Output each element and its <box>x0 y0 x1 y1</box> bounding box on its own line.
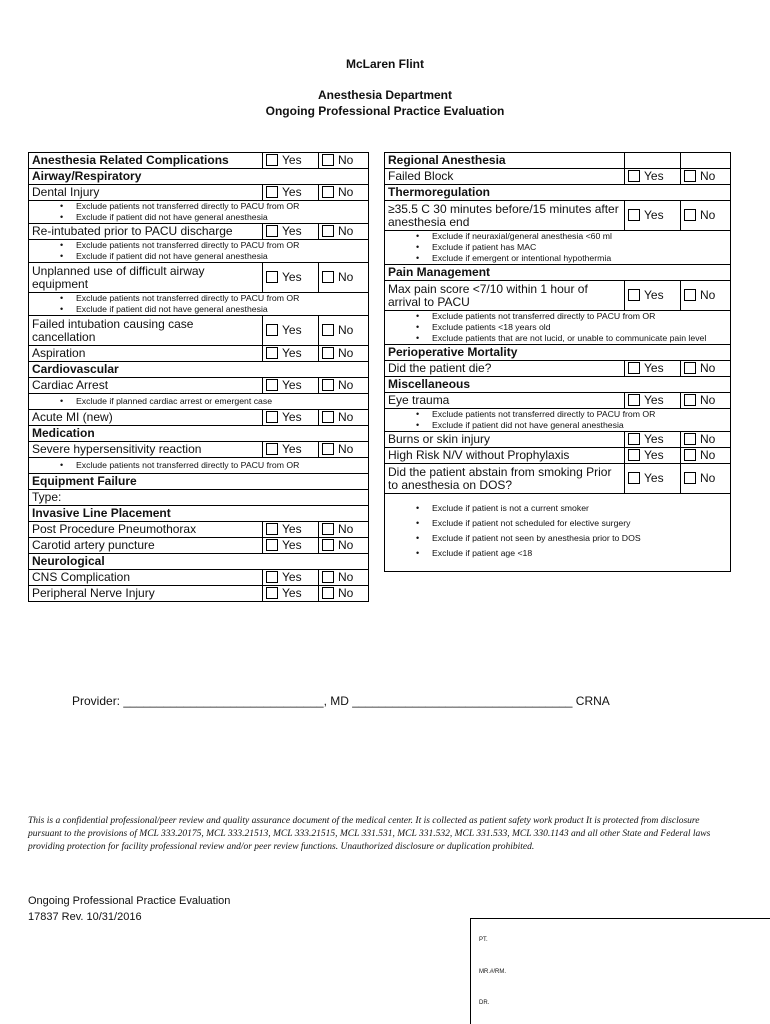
no-checkbox[interactable] <box>322 379 334 391</box>
form-row <box>385 377 731 393</box>
yes-option <box>263 346 319 362</box>
form-row <box>29 263 369 293</box>
yes-option <box>263 316 319 346</box>
form-row <box>29 554 369 570</box>
patient-label-box <box>470 918 770 1024</box>
no-checkbox[interactable] <box>322 443 334 455</box>
complications-table <box>28 152 369 602</box>
no-label: No <box>338 442 354 456</box>
yes-option <box>263 224 319 240</box>
criterion-label: CNS Complication <box>29 570 263 586</box>
no-checkbox[interactable] <box>684 289 696 301</box>
no-label: No <box>700 471 716 485</box>
no-label: No <box>700 169 716 183</box>
no-checkbox[interactable] <box>322 523 334 535</box>
exclusion-notes <box>29 458 369 474</box>
mrn-room-label: MR.#/RM. <box>479 969 506 975</box>
yes-option <box>625 153 681 169</box>
section-heading: Thermoregulation <box>385 185 731 201</box>
criterion-label: Unplanned use of difficult airway equipment <box>29 263 263 293</box>
no-checkbox[interactable] <box>322 587 334 599</box>
form-row <box>29 316 369 346</box>
footer-revision: 17837 Rev. 10/31/2016 <box>28 911 142 923</box>
yes-label: Yes <box>644 471 664 485</box>
criterion-label: Failed Block <box>385 169 625 185</box>
no-option <box>319 442 369 458</box>
no-option <box>681 201 731 231</box>
no-checkbox[interactable] <box>684 170 696 182</box>
form-row <box>29 153 369 169</box>
yes-checkbox[interactable] <box>266 271 278 283</box>
criterion-label: Did the patient die? <box>385 361 625 377</box>
no-label: No <box>338 153 354 167</box>
form-row <box>29 240 369 263</box>
yes-option <box>625 361 681 377</box>
criterion-label: Failed intubation causing case cancellation <box>29 316 263 346</box>
form-row <box>29 224 369 240</box>
section-heading: Neurological <box>29 554 369 570</box>
no-label: No <box>700 208 716 222</box>
exclusion-item: • Exclude patients not transferred directly to PACU from OR <box>416 311 727 322</box>
criterion-label: Anesthesia Related Complications <box>29 153 263 169</box>
section-heading: Medication <box>29 426 369 442</box>
no-checkbox[interactable] <box>322 539 334 551</box>
regional-anesthesia-table <box>384 152 731 572</box>
no-option <box>681 281 731 311</box>
exclusion-item: • Exclude if patient did not have general anesthesia <box>60 251 365 262</box>
form-row <box>29 458 369 474</box>
no-checkbox[interactable] <box>322 154 334 166</box>
form-row <box>29 522 369 538</box>
no-checkbox[interactable] <box>684 433 696 445</box>
criterion-label: Post Procedure Pneumothorax <box>29 522 263 538</box>
no-checkbox[interactable] <box>322 324 334 336</box>
exclusion-item: • Exclude if emergent or intentional hypothermia <box>416 253 727 264</box>
yes-checkbox[interactable] <box>266 154 278 166</box>
yes-checkbox[interactable] <box>266 324 278 336</box>
provider-signature-line[interactable]: Provider: ______________________________, MD _________________________________ CRNA <box>72 694 610 708</box>
no-option <box>681 393 731 409</box>
yes-checkbox[interactable] <box>628 449 640 461</box>
yes-checkbox[interactable] <box>266 379 278 391</box>
no-label: No <box>338 323 354 337</box>
form-row <box>29 586 369 602</box>
no-option <box>681 153 731 169</box>
no-checkbox[interactable] <box>684 472 696 484</box>
no-label: No <box>700 361 716 375</box>
yes-label: Yes <box>644 448 664 462</box>
yes-label: Yes <box>644 169 664 183</box>
form-row <box>29 293 369 316</box>
no-option <box>319 410 369 426</box>
form-row <box>29 394 369 410</box>
yes-label: Yes <box>644 208 664 222</box>
no-checkbox[interactable] <box>322 271 334 283</box>
yes-checkbox[interactable] <box>266 347 278 359</box>
no-checkbox[interactable] <box>322 411 334 423</box>
section-heading: Miscellaneous <box>385 377 731 393</box>
no-option <box>319 586 369 602</box>
no-label: No <box>338 522 354 536</box>
no-option <box>681 464 731 494</box>
no-option <box>319 263 369 293</box>
no-option <box>319 316 369 346</box>
yes-checkbox[interactable] <box>266 443 278 455</box>
no-option <box>319 224 369 240</box>
yes-option <box>263 378 319 394</box>
form-row <box>29 362 369 378</box>
no-label: No <box>700 432 716 446</box>
department-name: Anesthesia Department <box>317 88 453 102</box>
form-row <box>29 474 369 490</box>
no-checkbox[interactable] <box>684 362 696 374</box>
yes-checkbox[interactable] <box>628 472 640 484</box>
no-label: No <box>338 346 354 360</box>
section-heading: Cardiovascular <box>29 362 369 378</box>
exclusion-item: • Exclude if patient is not a current smoker <box>416 503 727 514</box>
exclusion-item: • Exclude patients not transferred directly to PACU from OR <box>60 460 365 471</box>
yes-label: Yes <box>282 185 302 199</box>
yes-option <box>263 570 319 586</box>
yes-option <box>625 448 681 464</box>
confidentiality-notice: This is a confidential professional/peer review and quality assurance document of the medical center. It is collected as patient safety work product It is protected from disclosure pursuant to the provisions of MCL 333.20175, MCL 333.21513, MCL 333.21515, MCL 331.531, MCL 331.532, MCL 331.533, MCL 330.1143 and all other State and Federal laws providing protection for facility professional review and/or peer review functions. Unauthorized disclosure or duplication prohibited. <box>28 816 711 852</box>
no-checkbox[interactable] <box>322 186 334 198</box>
form-row <box>29 570 369 586</box>
form-row <box>29 506 369 522</box>
yes-label: Yes <box>282 570 302 584</box>
yes-checkbox[interactable] <box>628 433 640 445</box>
yes-checkbox[interactable] <box>266 539 278 551</box>
no-option <box>681 361 731 377</box>
no-option <box>319 153 369 169</box>
yes-label: Yes <box>282 442 302 456</box>
form-row <box>385 153 731 169</box>
doctor-label: DR. <box>479 1000 490 1006</box>
yes-label: Yes <box>282 586 302 600</box>
yes-option <box>625 393 681 409</box>
yes-option <box>263 442 319 458</box>
section-heading: Perioperative Mortality <box>385 345 731 361</box>
form-row <box>385 231 731 265</box>
form-row <box>29 538 369 554</box>
exclusion-notes <box>385 409 731 432</box>
exclusion-item: • Exclude if neuraxial/general anesthesia <60 ml <box>416 231 727 242</box>
yes-label: Yes <box>282 346 302 360</box>
no-label: No <box>338 570 354 584</box>
criterion-label: Max pain score <7/10 within 1 hour of arrival to PACU <box>385 281 625 311</box>
criterion-label: Re-intubated prior to PACU discharge <box>29 224 263 240</box>
section-heading: Invasive Line Placement <box>29 506 369 522</box>
yes-checkbox[interactable] <box>266 411 278 423</box>
exclusion-item: • Exclude patients not transferred directly to PACU from OR <box>60 293 365 304</box>
patient-label: PT. <box>479 937 488 943</box>
exclusion-notes <box>29 201 369 224</box>
form-row <box>29 426 369 442</box>
section-heading: Equipment Failure <box>29 474 369 490</box>
yes-option <box>263 538 319 554</box>
form-row <box>29 410 369 426</box>
criterion-label: Peripheral Nerve Injury <box>29 586 263 602</box>
no-label: No <box>700 448 716 462</box>
no-option <box>319 378 369 394</box>
exclusion-item: • Exclude patients not transferred directly to PACU from OR <box>416 409 727 420</box>
form-row <box>385 464 731 494</box>
yes-option <box>263 263 319 293</box>
form-row <box>385 361 731 377</box>
no-option <box>681 448 731 464</box>
yes-checkbox[interactable] <box>266 225 278 237</box>
exclusion-item: • Exclude if patient did not have general anesthesia <box>60 304 365 315</box>
yes-label: Yes <box>282 378 302 392</box>
yes-option <box>263 522 319 538</box>
no-checkbox[interactable] <box>322 347 334 359</box>
yes-checkbox[interactable] <box>628 362 640 374</box>
yes-label: Yes <box>644 432 664 446</box>
section-heading: Type: <box>29 490 369 506</box>
exclusion-item: • Exclude if patient age <18 <box>416 548 727 559</box>
criterion-label: Burns or skin injury <box>385 432 625 448</box>
no-label: No <box>338 185 354 199</box>
no-option <box>681 169 731 185</box>
yes-checkbox[interactable] <box>266 523 278 535</box>
exclusion-notes <box>29 394 369 410</box>
no-option <box>319 570 369 586</box>
form-row <box>385 201 731 231</box>
no-label: No <box>338 270 354 284</box>
exclusion-item: • Exclude if planned cardiac arrest or emergent case <box>60 396 365 407</box>
no-label: No <box>700 393 716 407</box>
yes-checkbox[interactable] <box>266 571 278 583</box>
form-row <box>29 490 369 506</box>
exclusion-item: • Exclude patients not transferred directly to PACU from OR <box>60 201 365 212</box>
form-row <box>385 311 731 345</box>
form-row <box>29 169 369 185</box>
yes-option <box>263 185 319 201</box>
criterion-label: Acute MI (new) <box>29 410 263 426</box>
exclusion-item: • Exclude patients not transferred directly to PACU from OR <box>60 240 365 251</box>
exclusion-item: • Exclude if patient did not have general anesthesia <box>60 212 365 223</box>
criterion-label: Severe hypersensitivity reaction <box>29 442 263 458</box>
criterion-label: Did the patient abstain from smoking Prior to anesthesia on DOS? <box>385 464 625 494</box>
yes-option <box>263 410 319 426</box>
criterion-label: Dental Injury <box>29 185 263 201</box>
yes-label: Yes <box>282 323 302 337</box>
yes-option <box>625 464 681 494</box>
yes-checkbox[interactable] <box>628 170 640 182</box>
no-option <box>319 522 369 538</box>
yes-label: Yes <box>282 270 302 284</box>
yes-label: Yes <box>282 224 302 238</box>
no-label: No <box>338 538 354 552</box>
yes-option <box>625 169 681 185</box>
exclusion-notes <box>29 293 369 316</box>
form-row <box>385 265 731 281</box>
form-row <box>29 346 369 362</box>
section-heading: Airway/Respiratory <box>29 169 369 185</box>
no-label: No <box>338 586 354 600</box>
yes-label: Yes <box>644 288 664 302</box>
criterion-label: ≥35.5 C 30 minutes before/15 minutes after anesthesia end <box>385 201 625 231</box>
yes-label: Yes <box>282 522 302 536</box>
form-row <box>385 281 731 311</box>
no-checkbox[interactable] <box>322 225 334 237</box>
form-row <box>385 432 731 448</box>
yes-option <box>263 586 319 602</box>
form-row <box>29 442 369 458</box>
no-label: No <box>338 410 354 424</box>
criterion-label: Regional Anesthesia <box>385 153 625 169</box>
yes-option <box>263 153 319 169</box>
yes-label: Yes <box>282 538 302 552</box>
no-option <box>319 346 369 362</box>
exclusion-notes <box>385 231 731 265</box>
exclusion-item: • Exclude if patient not seen by anesthesia prior to DOS <box>416 533 727 544</box>
yes-label: Yes <box>644 393 664 407</box>
form-row <box>385 494 731 572</box>
no-option <box>681 432 731 448</box>
exclusion-item: • Exclude patients that are not lucid, or unable to communicate pain level <box>416 333 727 344</box>
yes-checkbox[interactable] <box>628 289 640 301</box>
exclusion-notes <box>29 240 369 263</box>
yes-option <box>625 432 681 448</box>
organization-name: McLaren Flint <box>345 57 424 71</box>
exclusion-notes <box>385 494 731 572</box>
no-checkbox[interactable] <box>684 394 696 406</box>
criterion-label: Carotid artery puncture <box>29 538 263 554</box>
yes-label: Yes <box>644 361 664 375</box>
form-row <box>385 345 731 361</box>
no-option <box>319 185 369 201</box>
form-row <box>29 378 369 394</box>
form-row <box>29 201 369 224</box>
form-row <box>29 185 369 201</box>
form-title: Ongoing Professional Practice Evaluation <box>265 104 505 118</box>
yes-label: Yes <box>282 153 302 167</box>
no-option <box>319 538 369 554</box>
no-label: No <box>700 288 716 302</box>
section-heading: Pain Management <box>385 265 731 281</box>
form-row <box>385 409 731 432</box>
exclusion-item: • Exclude if patient did not have general anesthesia <box>416 420 727 431</box>
criterion-label: High Risk N/V without Prophylaxis <box>385 448 625 464</box>
yes-checkbox[interactable] <box>266 587 278 599</box>
no-checkbox[interactable] <box>684 449 696 461</box>
yes-checkbox[interactable] <box>628 394 640 406</box>
footer-form-title: Ongoing Professional Practice Evaluation <box>28 895 231 907</box>
form-row <box>385 448 731 464</box>
criterion-label: Eye trauma <box>385 393 625 409</box>
yes-checkbox[interactable] <box>628 209 640 221</box>
no-label: No <box>338 224 354 238</box>
no-checkbox[interactable] <box>684 209 696 221</box>
yes-option <box>625 201 681 231</box>
criterion-label: Aspiration <box>29 346 263 362</box>
no-checkbox[interactable] <box>322 571 334 583</box>
form-row <box>385 169 731 185</box>
yes-checkbox[interactable] <box>266 186 278 198</box>
yes-label: Yes <box>282 410 302 424</box>
exclusion-item: • Exclude if patient not scheduled for elective surgery <box>416 518 727 529</box>
form-row <box>385 185 731 201</box>
criterion-label: Cardiac Arrest <box>29 378 263 394</box>
exclusion-notes <box>385 311 731 345</box>
form-row <box>385 393 731 409</box>
exclusion-item: • Exclude patients <18 years old <box>416 322 727 333</box>
yes-option <box>625 281 681 311</box>
no-label: No <box>338 378 354 392</box>
exclusion-item: • Exclude if patient has MAC <box>416 242 727 253</box>
